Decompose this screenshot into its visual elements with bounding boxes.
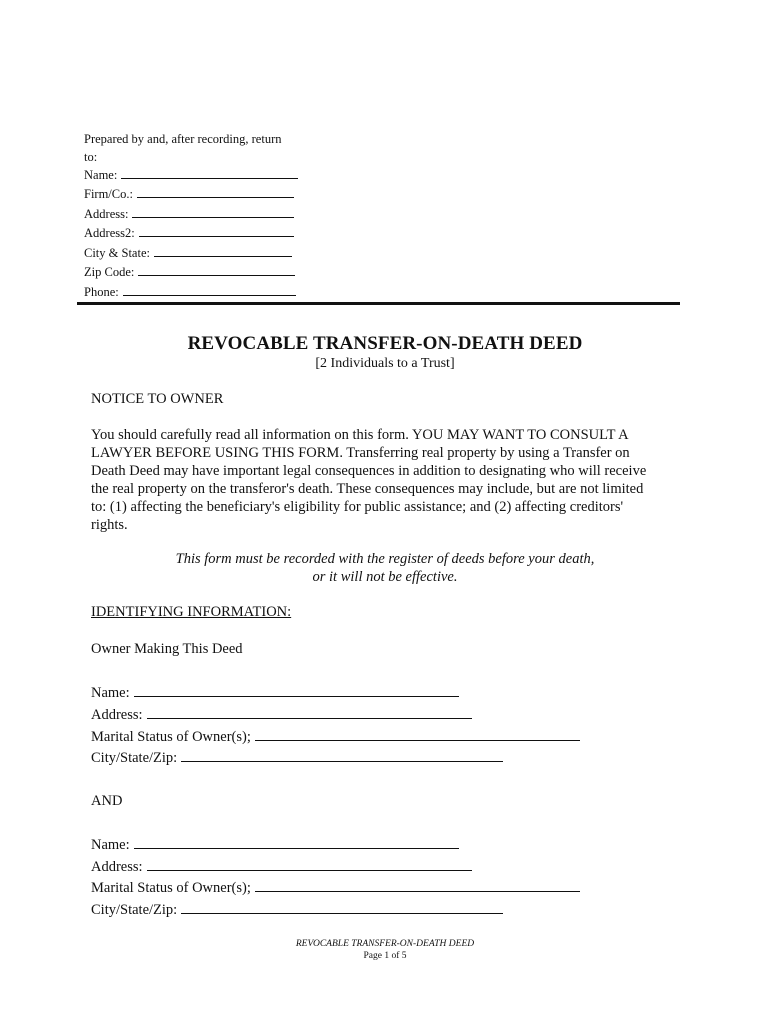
notice-line: You should carefully read all information on this form. YOU MAY WANT TO CONSULT A [91,427,629,443]
notice-line: the real property on the transferor's death. These consequences may include, but are not limited [91,481,644,497]
owner2-name-label: Name: [91,837,130,853]
return-address2-label: Address2: [84,226,135,240]
recording-note [0,550,770,586]
return-heading-line2: to: [84,149,98,164]
return-city-state-field[interactable] [84,245,292,261]
return-address-label: Address: [84,207,129,221]
owner2-city-label: City/State/Zip: [91,902,178,918]
owner2-address-blank[interactable] [147,858,472,871]
return-zip-label: Zip Code: [84,265,135,279]
return-phone-label: Phone: [84,285,119,299]
recording-note-line1: This form must be recorded with the register of deeds before your death, [175,551,595,567]
owner2-marital-blank[interactable] [255,879,580,892]
owner2-name-blank[interactable] [134,836,459,849]
identifying-heading: IDENTIFYING INFORMATION: [91,604,292,620]
return-firm-label: Firm/Co.: [84,187,133,201]
footer-page-number: Page 1 of 5 [363,951,407,961]
owner1-address-label: Address: [91,707,143,723]
owner-heading: Owner Making This Deed [91,641,243,657]
return-address2-blank[interactable] [139,225,294,237]
owner1-city-blank[interactable] [181,749,503,762]
return-city-state-label: City & State: [84,246,150,260]
owner2-city-blank[interactable] [181,901,503,914]
notice-heading: NOTICE TO OWNER [91,391,224,407]
owner2-marital-label: Marital Status of Owner(s); [91,880,251,896]
notice-line: rights. [91,517,128,533]
owner1-address-field[interactable] [91,706,472,724]
footer-doc-name: REVOCABLE TRANSFER-ON-DEATH DEED [295,939,475,949]
document-title: REVOCABLE TRANSFER-ON-DEATH DEED [187,333,583,354]
notice-line: to: (1) affecting the beneficiary's eligibility for public assistance; and (2) affecting creditors' [91,499,624,515]
return-phone-blank[interactable] [123,284,296,296]
page-footer [0,938,770,962]
document-subtitle: [2 Individuals to a Trust] [315,356,455,371]
recording-note-line2: or it will not be effective. [312,569,458,585]
owner1-marital-blank[interactable] [255,728,580,741]
owner1-name-label: Name: [91,685,130,701]
return-phone-field[interactable] [84,284,296,300]
return-heading [84,130,281,167]
owner2-address-field[interactable] [91,858,472,876]
owner2-city-field[interactable] [91,901,503,919]
return-heading-line1: Prepared by and, after recording, return [84,132,282,146]
return-name-label: Name: [84,168,118,182]
owner1-city-field[interactable] [91,749,503,767]
notice-paragraph [91,426,681,534]
owner2-address-label: Address: [91,859,143,875]
return-address-field[interactable] [84,206,294,222]
owner1-name-blank[interactable] [134,684,459,697]
notice-line: LAWYER BEFORE USING THIS FORM. Transferring real property by using a Transfer on [91,445,630,461]
header-divider [77,302,680,305]
return-zip-field[interactable] [84,264,295,280]
owner1-marital-field[interactable] [91,728,580,746]
owner1-city-label: City/State/Zip: [91,750,178,766]
return-city-state-blank[interactable] [154,245,292,257]
owner2-name-field[interactable] [91,836,459,854]
return-address2-field[interactable] [84,225,294,241]
notice-line: Death Deed may have important legal consequences in addition to designating who will receive [91,463,647,479]
return-name-blank[interactable] [121,167,298,179]
return-firm-blank[interactable] [137,186,294,198]
return-zip-blank[interactable] [138,264,295,276]
owner1-name-field[interactable] [91,684,459,702]
return-firm-field[interactable] [84,186,294,202]
return-address-blank[interactable] [132,206,294,218]
return-name-field[interactable] [84,167,298,183]
owner1-address-blank[interactable] [147,706,472,719]
owner1-marital-label: Marital Status of Owner(s); [91,729,251,745]
owner2-marital-field[interactable] [91,879,580,897]
and-label: AND [91,793,123,809]
